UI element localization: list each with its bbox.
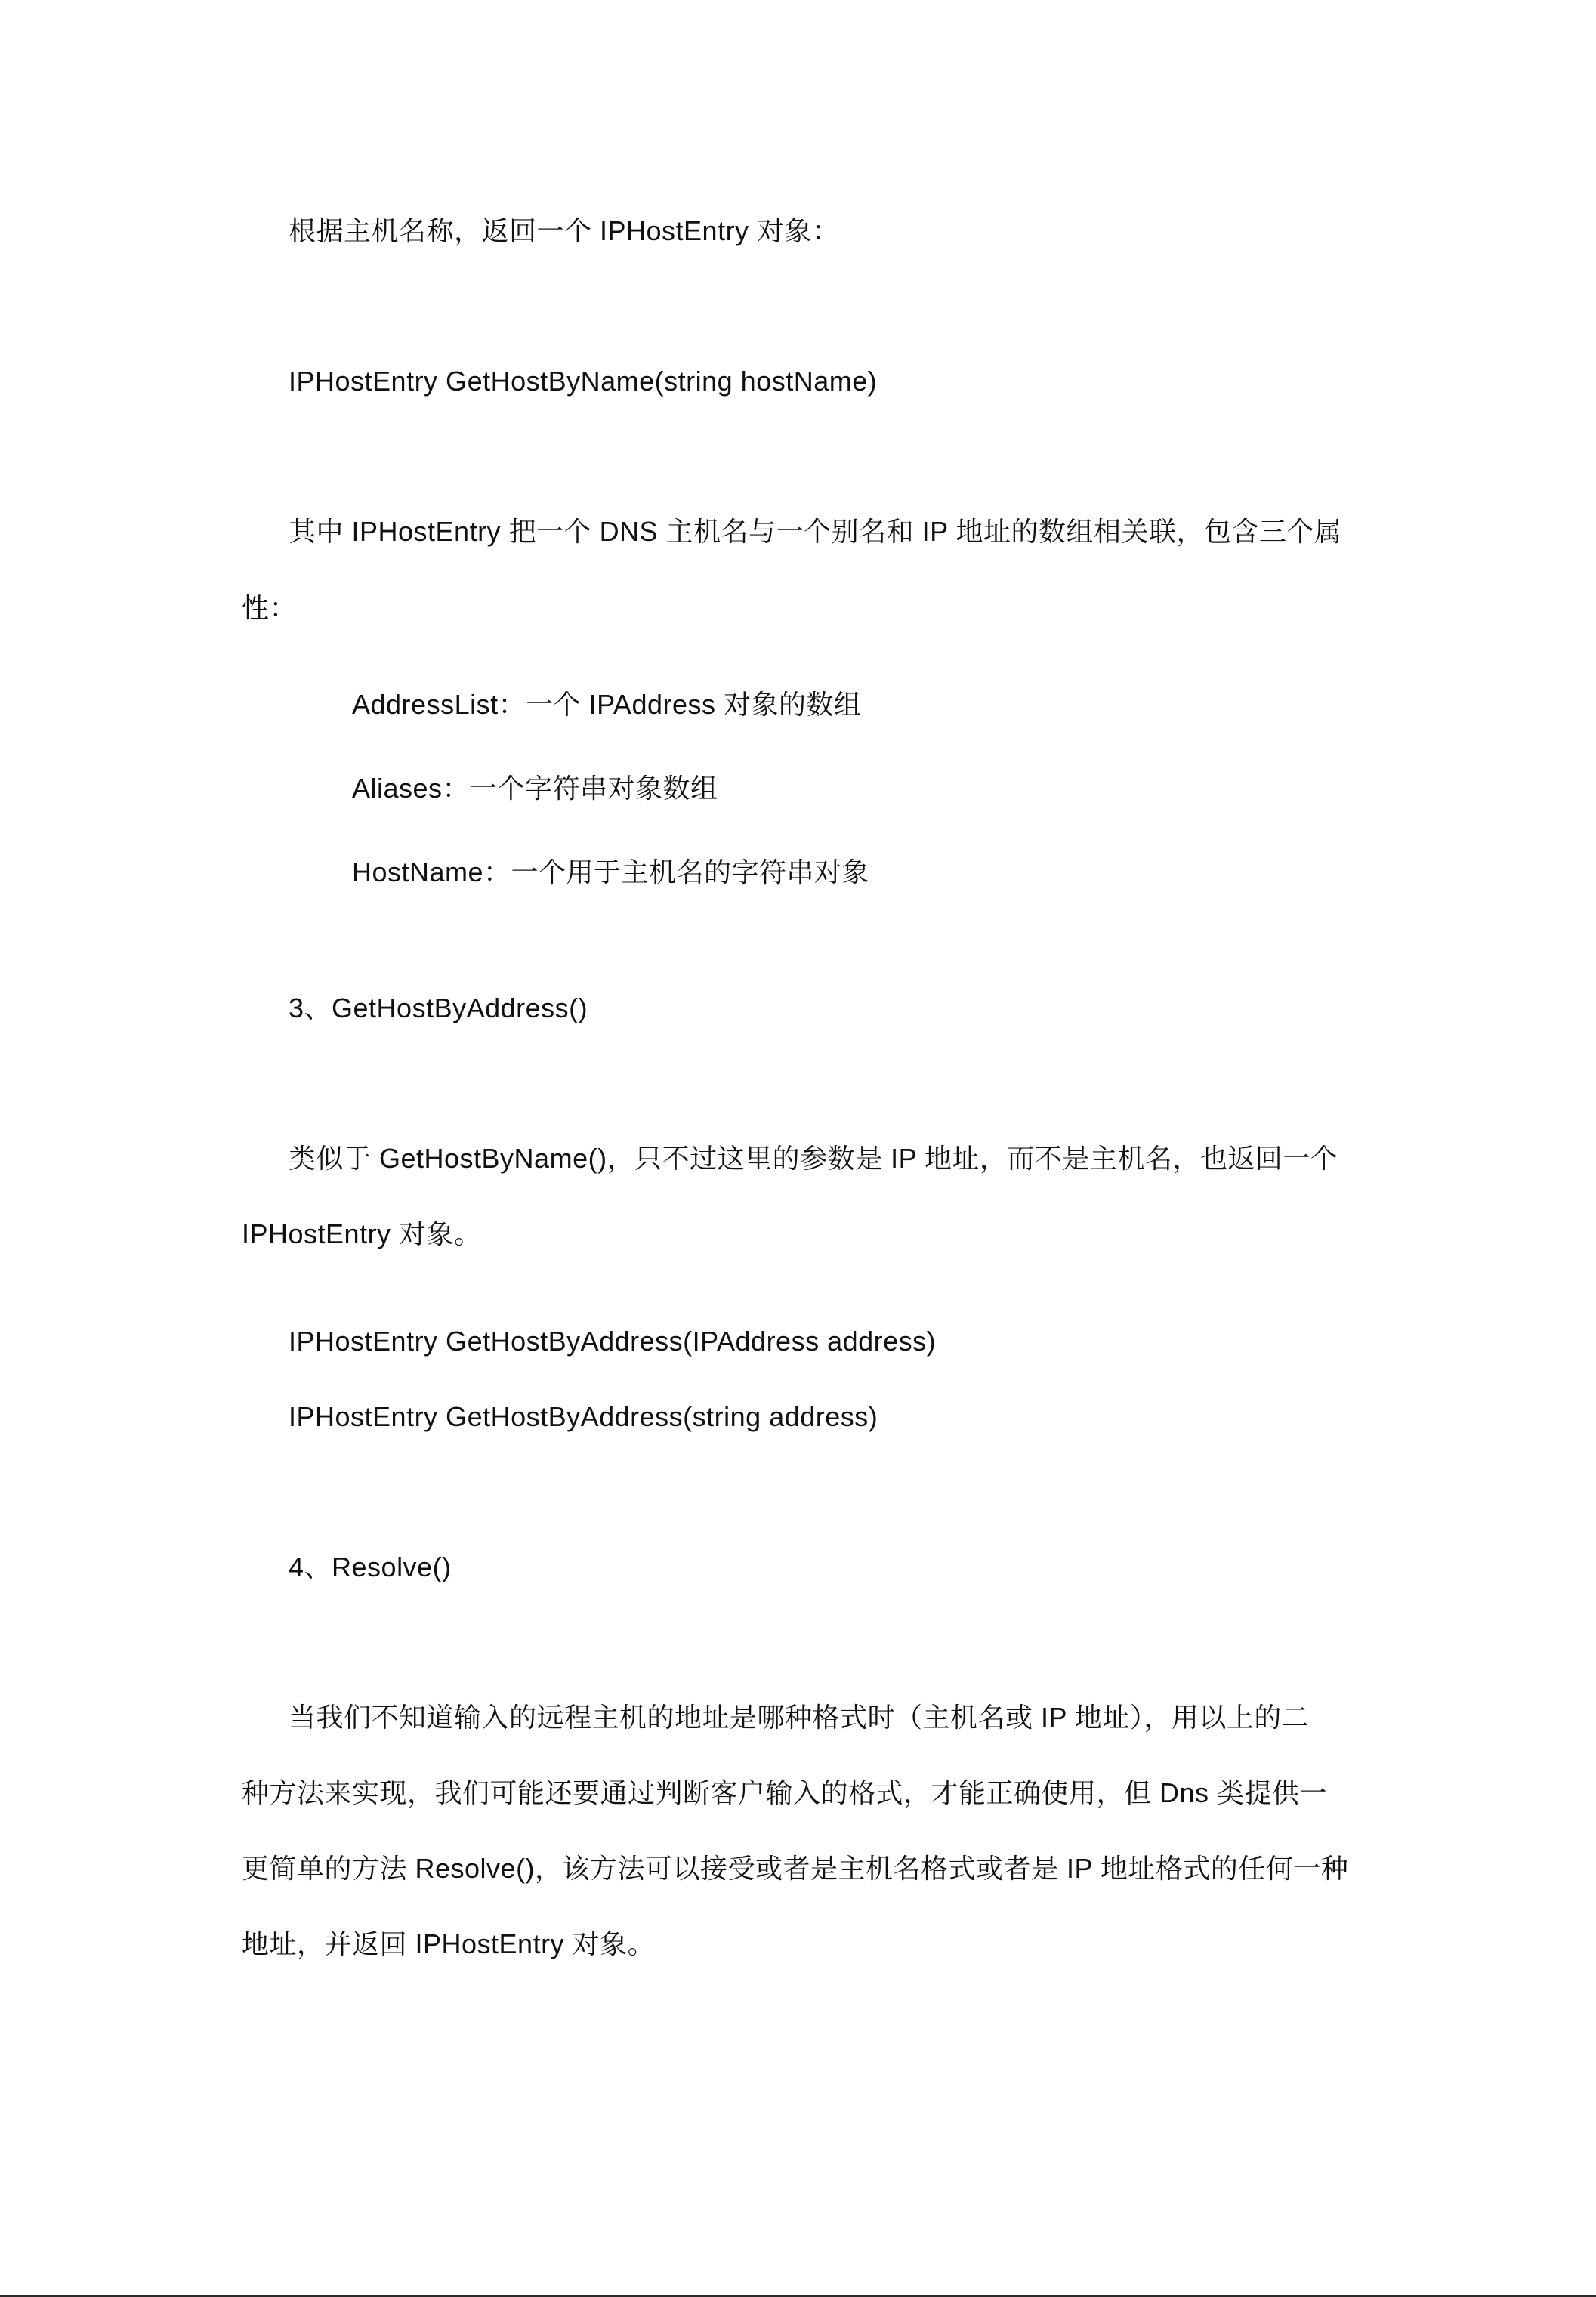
ipentry-description-line-1: 其中 IPHostEntry 把一个 DNS 主机名与一个别名和 IP 地址的数组相关联，包含三个属 (289, 516, 1342, 547)
section-4-paragraph-line-4: 地址，并返回 IPHostEntry 对象。 (242, 1928, 656, 1959)
section-4-heading: 4、Resolve() (289, 1551, 452, 1582)
signature-get-host-by-name: IPHostEntry GetHostByName(string hostName) (289, 366, 878, 397)
signature-get-host-by-address-ip: IPHostEntry GetHostByAddress(IPAddress address) (289, 1326, 937, 1357)
property-host-name: HostName：一个用于主机名的字符串对象 (352, 857, 870, 888)
property-aliases: Aliases：一个字符串对象数组 (352, 773, 718, 804)
signature-get-host-by-address-string: IPHostEntry GetHostByAddress(string address) (289, 1401, 878, 1432)
section-3-description-line-1: 类似于 GetHostByName()，只不过这里的参数是 IP 地址，而不是主机名，也返回一个 (289, 1143, 1338, 1174)
section-4-paragraph-line-1: 当我们不知道输入的远程主机的地址是哪种格式时（主机名或 IP 地址），用以上的二 (289, 1702, 1310, 1733)
ipentry-description-line-2: 性： (242, 592, 298, 623)
section-3-heading: 3、GetHostByAddress() (289, 993, 588, 1023)
section-3-description-line-2: IPHostEntry 对象。 (242, 1218, 482, 1249)
section-4-paragraph-line-3: 更简单的方法 Resolve()，该方法可以接受或者是主机名格式或者是 IP 地址格式的任何一种 (242, 1853, 1349, 1884)
intro-line: 根据主机名称，返回一个 IPHostEntry 对象： (289, 215, 840, 246)
section-4-paragraph-line-2: 种方法来实现，我们可能还要通过判断客户输入的格式，才能正确使用，但 Dns 类提供一 (242, 1777, 1328, 1808)
property-address-list: AddressList：一个 IPAddress 对象的数组 (352, 689, 862, 720)
